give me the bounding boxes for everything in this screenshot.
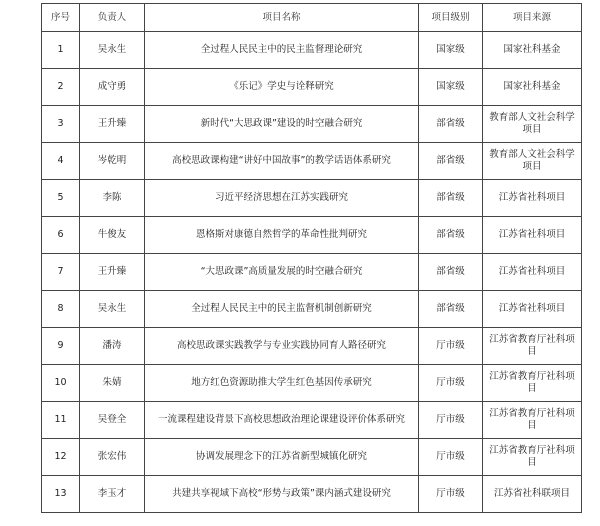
cell-owner: 李陈 [80,180,145,217]
cell-owner: 吴永生 [80,32,145,69]
cell-source: 江苏省教育厅社科项目 [483,402,582,439]
cell-no: 4 [42,143,80,180]
cell-title: 一流课程建设背景下高校思想政治理论课建设评价体系研究 [145,402,419,439]
cell-owner: 王升臻 [80,106,145,143]
cell-level: 部省级 [419,254,483,291]
cell-no: 6 [42,217,80,254]
cell-no: 7 [42,254,80,291]
cell-no: 8 [42,291,80,328]
cell-no: 13 [42,476,80,513]
cell-no: 10 [42,365,80,402]
cell-title: 高校思政课构建“讲好中国故事”的教学话语体系研究 [145,143,419,180]
cell-title: 全过程人民民主中的民主监督机制创新研究 [145,291,419,328]
table-row [42,291,582,328]
cell-title: “大思政课”高质量发展的时空融合研究 [145,254,419,291]
cell-level: 部省级 [419,143,483,180]
table-row [42,365,582,402]
header-level: 项目级别 [419,4,483,32]
header-owner: 负责人 [80,4,145,32]
cell-title: 《乐记》学史与诠释研究 [145,69,419,106]
cell-owner: 朱婧 [80,365,145,402]
cell-source: 江苏省社科项目 [483,217,582,254]
cell-source: 江苏省教育厅社科项目 [483,439,582,476]
cell-source: 江苏省社科项目 [483,254,582,291]
cell-source: 江苏省社科联项目 [483,476,582,513]
table-row [42,439,582,476]
cell-owner: 吴登全 [80,402,145,439]
cell-no: 3 [42,106,80,143]
cell-owner: 李玉才 [80,476,145,513]
cell-level: 部省级 [419,291,483,328]
cell-source: 国家社科基金 [483,32,582,69]
cell-level: 厅市级 [419,476,483,513]
cell-no: 5 [42,180,80,217]
table-row [42,180,582,217]
cell-no: 11 [42,402,80,439]
cell-level: 部省级 [419,180,483,217]
cell-title: 共建共享视域下高校“形势与政策”课内涵式建设研究 [145,476,419,513]
cell-level: 厅市级 [419,402,483,439]
table-row [42,32,582,69]
cell-title: 协调发展理念下的江苏省新型城镇化研究 [145,439,419,476]
table-row [42,402,582,439]
header-no: 序号 [42,4,80,32]
cell-level: 国家级 [419,69,483,106]
cell-title: 习近平经济思想在江苏实践研究 [145,180,419,217]
cell-no: 12 [42,439,80,476]
table-row [42,476,582,513]
cell-source: 教育部人文社会科学项目 [483,143,582,180]
projects-table [41,3,582,513]
table-row [42,217,582,254]
cell-level: 厅市级 [419,365,483,402]
cell-level: 厅市级 [419,439,483,476]
cell-source: 国家社科基金 [483,69,582,106]
cell-title: 高校思政课实践教学与专业实践协同育人路径研究 [145,328,419,365]
cell-level: 部省级 [419,106,483,143]
cell-title: 全过程人民民主中的民主监督理论研究 [145,32,419,69]
cell-level: 部省级 [419,217,483,254]
cell-source: 江苏省社科项目 [483,180,582,217]
table-row [42,106,582,143]
cell-no: 2 [42,69,80,106]
cell-source: 江苏省教育厅社科项目 [483,365,582,402]
cell-owner: 张宏伟 [80,439,145,476]
table-row [42,328,582,365]
table-row [42,254,582,291]
cell-no: 1 [42,32,80,69]
cell-level: 国家级 [419,32,483,69]
header-source: 项目来源 [483,4,582,32]
cell-source: 江苏省社科项目 [483,291,582,328]
header-title: 项目名称 [145,4,419,32]
cell-no: 9 [42,328,80,365]
cell-title: 恩格斯对康德自然哲学的革命性批判研究 [145,217,419,254]
cell-owner: 王升臻 [80,254,145,291]
cell-owner: 潘涛 [80,328,145,365]
cell-owner: 岑乾明 [80,143,145,180]
table-body [42,32,582,513]
cell-source: 江苏省教育厅社科项目 [483,328,582,365]
cell-owner: 成守勇 [80,69,145,106]
cell-owner: 吴永生 [80,291,145,328]
cell-title: 新时代“大思政课”建设的时空融合研究 [145,106,419,143]
cell-level: 厅市级 [419,328,483,365]
cell-title: 地方红色资源助推大学生红色基因传承研究 [145,365,419,402]
header-row [42,4,582,32]
cell-owner: 牛俊友 [80,217,145,254]
table-row [42,69,582,106]
cell-source: 教育部人文社会科学项目 [483,106,582,143]
table-row [42,143,582,180]
